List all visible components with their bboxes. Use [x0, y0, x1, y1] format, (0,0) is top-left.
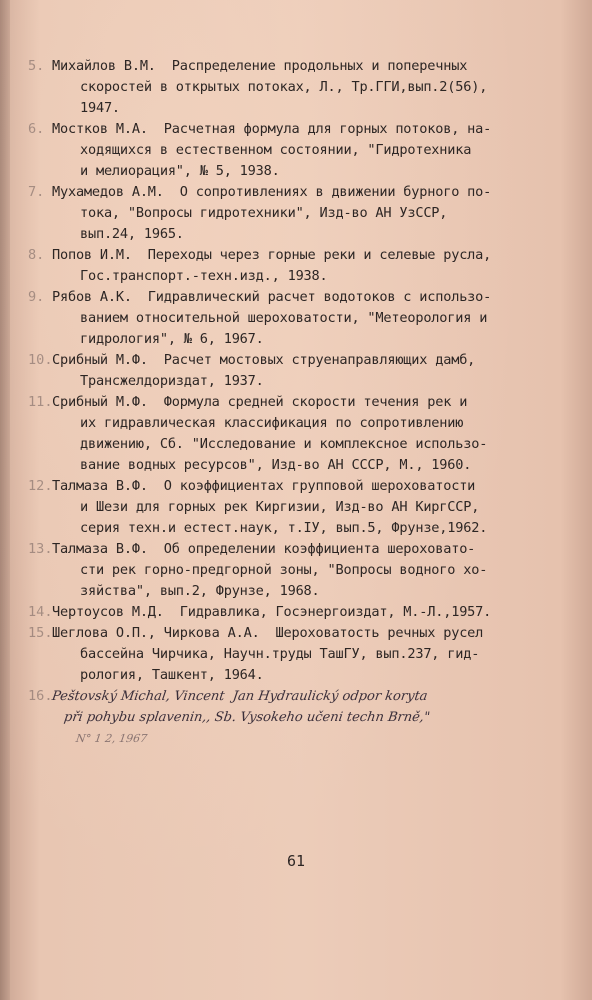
- entry-number: 16.: [28, 688, 53, 704]
- entry-line: Михайлов В.М. Распределение продольных и поперечных: [52, 58, 468, 74]
- entry-line: серия техн.и естест.наук, т.IУ, вып.5, Фрунзе,1962.: [80, 520, 488, 536]
- entry-line: Чертоусов М.Д. Гидравлика, Госэнергоиздат, М.-Л.,1957.: [52, 604, 492, 620]
- handwritten-line: N° 1 2, 1967: [75, 732, 149, 745]
- entry-line: Шеглова О.П., Чиркова А.А. Шероховатость речных русел: [52, 625, 484, 641]
- entry-line: вып.24, 1965.: [80, 226, 184, 242]
- entry-line: ванием относительной шероховатости, "Метеорология и: [80, 310, 488, 326]
- entry-line: зяйства", вып.2, Фрунзе, 1968.: [80, 583, 320, 599]
- entry-line: и мелиорация", № 5, 1938.: [80, 163, 280, 179]
- bibliography-entry-12: [0, 476, 592, 539]
- entry-line: Талмаза В.Ф. Об определении коэффициента шероховато-: [52, 541, 476, 557]
- entry-line: и Шези для горных рек Киргизии, Изд-во АН КиргССР,: [80, 499, 480, 515]
- entry-line: 1947.: [80, 100, 120, 116]
- entry-line: Мостков М.А. Расчетная формула для горных потоков, на-: [52, 121, 492, 137]
- entry-number: 7.: [28, 184, 45, 200]
- entry-number: 5.: [28, 58, 45, 74]
- entry-number: 13.: [28, 541, 53, 557]
- entry-number: 12.: [28, 478, 53, 494]
- bibliography-entry-10: [0, 350, 592, 392]
- entry-line: Гос.транспорт.-техн.изд., 1938.: [80, 268, 328, 284]
- entry-line: Срибный М.Ф. Расчет мостовых струенаправляющих дамб,: [52, 352, 476, 368]
- entry-number: 14.: [28, 604, 53, 620]
- entry-line: сти рек горно-предгорной зоны, "Вопросы водного хо-: [80, 562, 488, 578]
- entry-line: Талмаза В.Ф. О коэффициентах групповой шероховатости: [52, 478, 476, 494]
- entry-number: 10.: [28, 352, 53, 368]
- bibliography-entry-5: [0, 56, 592, 119]
- entry-number: 9.: [28, 289, 45, 305]
- entry-line: гидрология", № 6, 1967.: [80, 331, 264, 347]
- bibliography-entry-7: [0, 182, 592, 245]
- entry-number: 6.: [28, 121, 45, 137]
- bibliography-entry-15: [0, 623, 592, 686]
- entry-line: тока, "Вопросы гидротехники", Изд-во АН УзССР,: [80, 205, 448, 221]
- bibliography-entry-11: [0, 392, 592, 476]
- entry-line: движению, Сб. "Исследование и комплексное использо-: [80, 436, 488, 452]
- entry-line: скоростей в открытых потоках, Л., Тр.ГГИ,вып.2(56),: [80, 79, 488, 95]
- bibliography-list: [0, 56, 592, 749]
- handwritten-line: Peštovský Michal, Vincent Jan Hydraulický odpor koryta: [50, 689, 429, 704]
- handwritten-line: při pohybu splavenin,, Sb. Vysokeho učeni techn Brně,": [62, 710, 431, 725]
- entry-number: 8.: [28, 247, 45, 263]
- entry-number: 15.: [28, 625, 53, 641]
- entry-line: ходящихся в естественном состоянии, "Гидротехника: [80, 142, 472, 158]
- page-number: 61: [286, 852, 306, 870]
- bibliography-entry-6: [0, 119, 592, 182]
- entry-line: вание водных ресурсов", Изд-во АН СССР, М., 1960.: [80, 457, 472, 473]
- bibliography-entry-13: [0, 539, 592, 602]
- handwritten-entry-16: [0, 686, 592, 749]
- entry-line: бассейна Чирчика, Научн.труды ТашГУ, вып.237, гид-: [80, 646, 480, 662]
- entry-line: Срибный М.Ф. Формула средней скорости течения рек и: [52, 394, 468, 410]
- entry-line: рология, Ташкент, 1964.: [80, 667, 264, 683]
- bibliography-entry-8: [0, 245, 592, 287]
- entry-line: Попов И.М. Переходы через горные реки и селевые русла,: [52, 247, 492, 263]
- bibliography-entry-14: [0, 602, 592, 623]
- entry-line: Мухамедов А.М. О сопротивлениях в движении бурного по-: [52, 184, 492, 200]
- entry-number: 11.: [28, 394, 53, 410]
- entry-line: Рябов А.К. Гидравлический расчет водотоков с использо-: [52, 289, 492, 305]
- bibliography-entry-9: [0, 287, 592, 350]
- entry-line: Трансжелдориздат, 1937.: [80, 373, 264, 389]
- entry-line: их гидравлическая классификация по сопротивлению: [80, 415, 464, 431]
